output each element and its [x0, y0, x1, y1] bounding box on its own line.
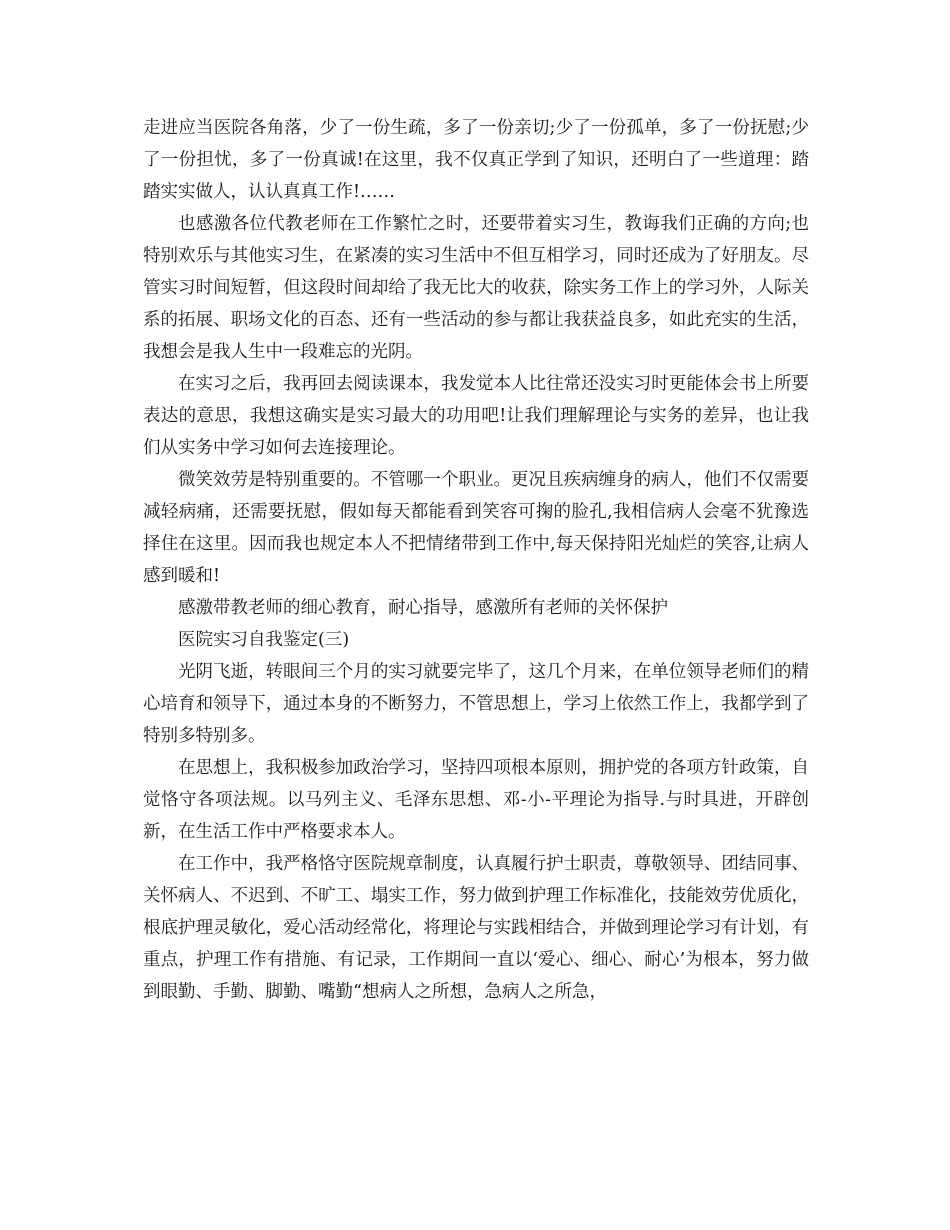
document-body — [143, 112, 809, 1008]
section-heading: 医院实习自我鉴定(三) — [178, 630, 350, 650]
paragraph-2: 也感激各位代教老师在工作繁忙之时，还要带着实习生，教诲我们正确的方向;也特别欢乐与其他实习生，在紧凑的实习生活中不但互相学习，同时还成为了好朋友。尽管实习时间短暂，但这段时间却给了我无比大的收获，除实务工作上的学习外，人际关系的拓展、职场文化的百态、还有一些活动的参与都让我获益良多，如此充实的生活，我想会是我人生中一段难忘的光阴。 — [143, 214, 809, 362]
paragraph-1: 走进应当医院各角落，少了一份生疏，多了一份亲切;少了一份孤单，多了一份抚慰;少了一份担忧，多了一份真诚!在这里，我不仅真正学到了知识，还明白了一些道理：踏踏实实做人，认认真真工作!…… — [143, 118, 809, 202]
paragraph-5: 感激带教老师的细心教育，耐心指导，感激所有老师的关怀保护 — [178, 598, 668, 618]
paragraph-4: 微笑效劳是特别重要的。不管哪一个职业。更况且疾病缠身的病人，他们不仅需要减轻病痛，还需要抚慰，假如每天都能看到笑容可掬的脸孔,我相信病人会毫不犹豫选择住在这里。因而我也规定本人不把情绪带到工作中,每天保持阳光灿烂的笑容,让病人感到暖和! — [143, 470, 809, 586]
paragraph-8: 在工作中，我严格恪守医院规章制度，认真履行护士职责，尊敬领导、团结同事、关怀病人、不迟到、不旷工、塌实工作，努力做到护理工作标准化，技能效劳优质化，根底护理灵敏化，爱心活动经常化，将理论与实践相结合，并做到理论学习有计划，有重点，护理工作有措施、有记录，工作期间一直以‘爱心、细心、耐心’为根本，努力做到眼勤、手勤、脚勤、嘴勤“想病人之所想，急病人之所急， — [143, 854, 809, 1002]
paragraph-3: 在实习之后，我再回去阅读课本，我发觉本人比往常还没实习时更能体会书上所要表达的意思，我想这确实是实习最大的功用吧!让我们理解理论与实务的差异，也让我们从实务中学习如何去连接理论。 — [143, 374, 809, 458]
paragraph-6: 光阴飞逝，转眼间三个月的实习就要完毕了，这几个月来，在单位领导老师们的精心培育和领导下，通过本身的不断努力，不管思想上，学习上依然工作上，我都学到了特别多特别多。 — [143, 662, 809, 746]
paragraph-7: 在思想上，我积极参加政治学习，坚持四项根本原则，拥护党的各项方针政策，自觉恪守各项法规。以马列主义、毛泽东思想、邓-小-平理论为指导.与时具进，开辟创新，在生活工作中严格要求本人。 — [143, 758, 809, 842]
